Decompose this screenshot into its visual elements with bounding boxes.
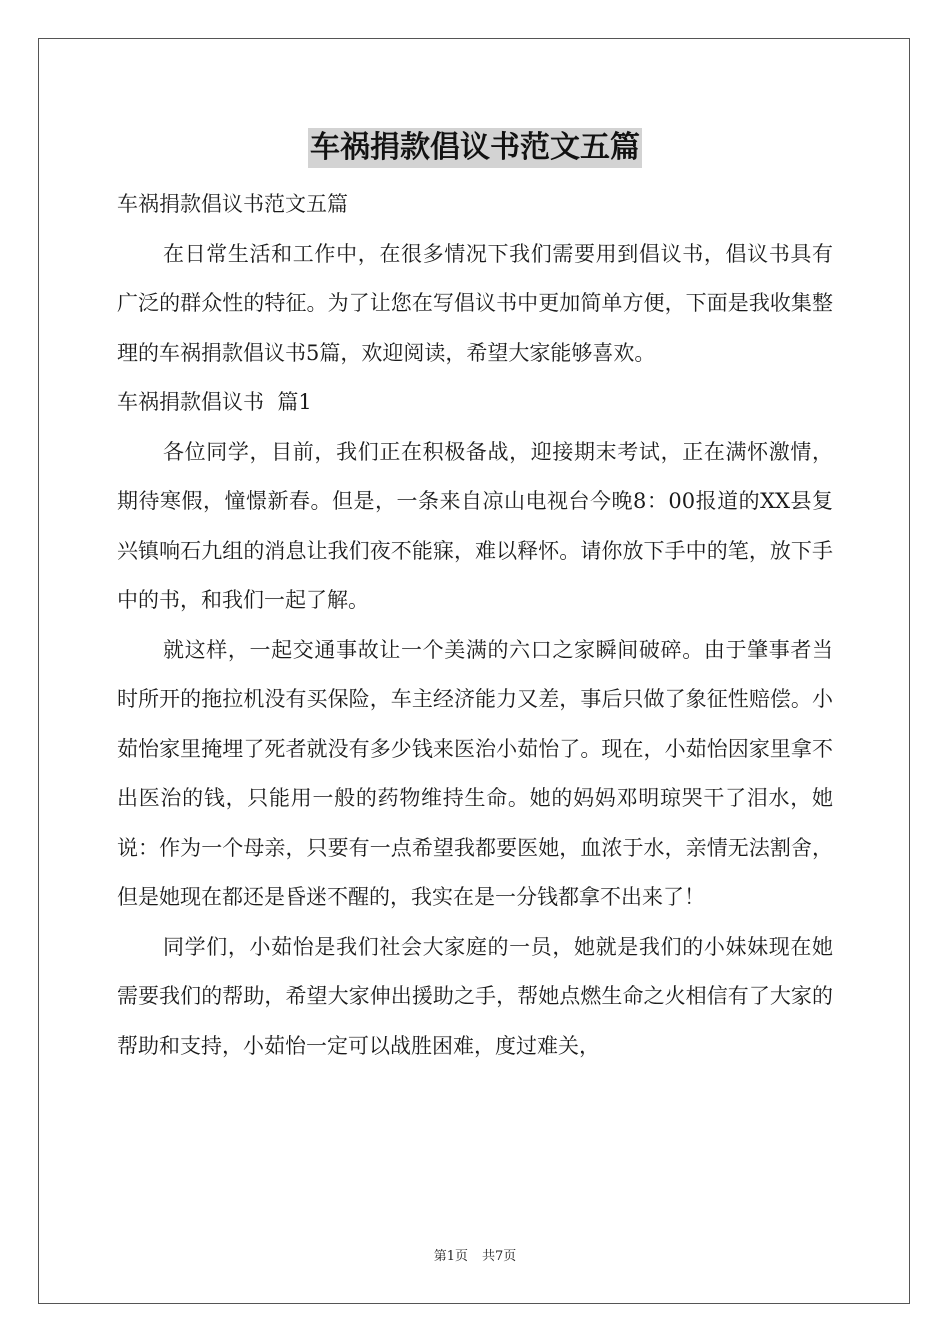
- body-paragraph-1: 各位同学，目前，我们正在积极备战，迎接期末考试，正在满怀激情，期待寒假，憧憬新春。但是，一条来自凉山电视台今晚8：00报道的XX县复兴镇响石九组的消息让我们夜不能寐，难以释怀。请你放下手中的笔，放下手中的书，和我们一起了解。: [117, 439, 833, 612]
- title-container: [0, 128, 950, 168]
- page-number: 第1页: [433, 1249, 468, 1264]
- section-heading: 车祸捐款倡议书 篇1: [117, 390, 312, 414]
- page-footer: [0, 1248, 950, 1266]
- document-subtitle: 车祸捐款倡议书范文五篇: [117, 192, 348, 216]
- document-title: 车祸捐款倡议书范文五篇: [308, 128, 642, 168]
- body-paragraph-2: 就这样，一起交通事故让一个美满的六口之家瞬间破碎。由于肇事者当时所开的拖拉机没有买保险，车主经济能力又差，事后只做了象征性赔偿。小茹怡家里掩埋了死者就没有多少钱来医治小茹怡了。现在，小茹怡因家里拿不出医治的钱，只能用一般的药物维持生命。她的妈妈邓明琼哭干了泪水，她说：作为一个母亲，只要有一点希望我都要医她，血浓于水，亲情无法割舍，但是她现在都还是昏迷不醒的，我实在是一分钱都拿不出来了！: [117, 637, 833, 909]
- body-paragraph-3: 同学们，小茹怡是我们社会大家庭的一员，她就是我们的小妹妹现在她需要我们的帮助，希望大家伸出援助之手，帮她点燃生命之火相信有了大家的帮助和支持，小茹怡一定可以战胜困难，度过难关，: [117, 934, 833, 1058]
- intro-paragraph: 在日常生活和工作中，在很多情况下我们需要用到倡议书，倡议书具有广泛的群众性的特征。为了让您在写倡议书中更加简单方便，下面是我收集整理的车祸捐款倡议书5篇，欢迎阅读，希望大家能够喜欢。: [117, 241, 833, 365]
- document-body: [117, 180, 833, 1071]
- page-total: 共7页: [482, 1249, 517, 1264]
